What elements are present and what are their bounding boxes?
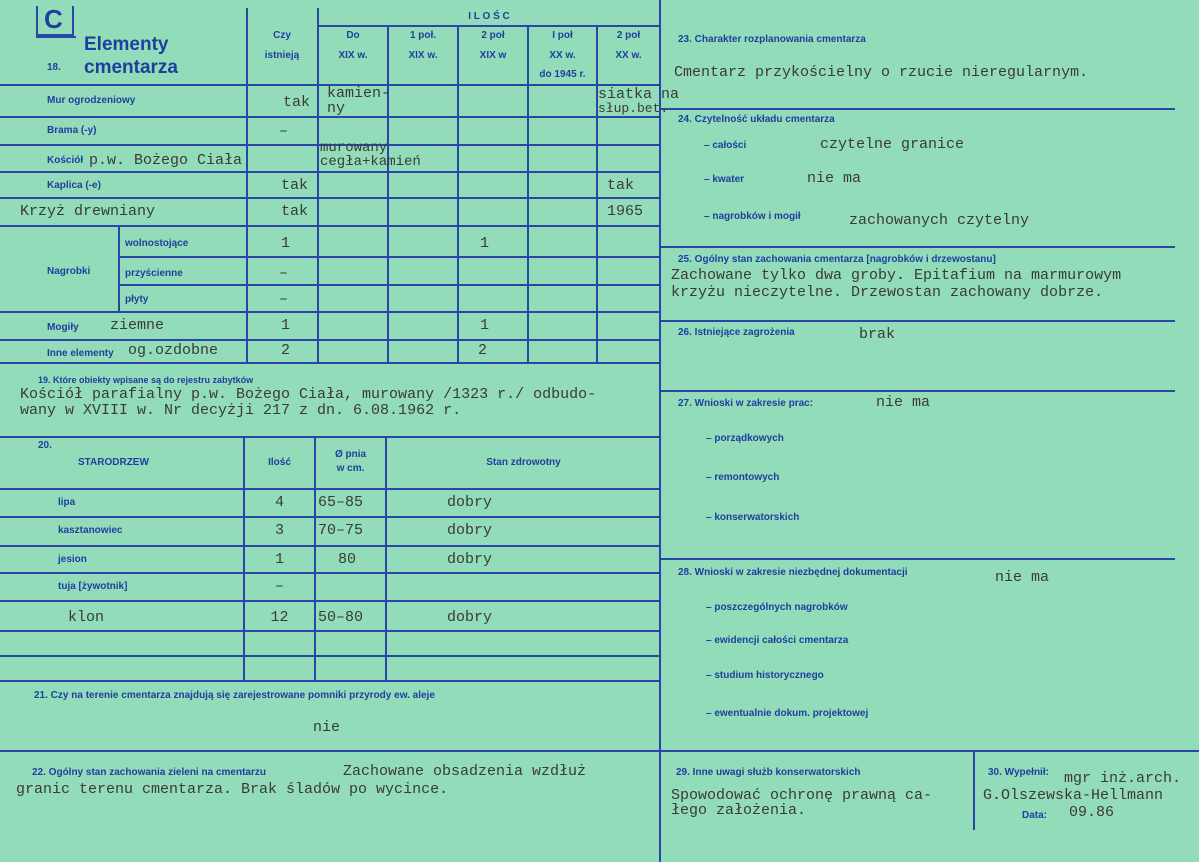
tree-count: 1: [274, 551, 284, 568]
s29-line2: łego założenia.: [671, 802, 807, 819]
column-header-text: XIX w: [479, 50, 507, 61]
inne-xix2: 2: [478, 342, 488, 359]
mogily-xix2: 1: [480, 317, 490, 334]
s30-label: 30. Wypełnił:: [988, 767, 1049, 778]
s29-label: 29. Inne uwagi służb konserwatorskich: [676, 767, 861, 778]
column-header-text: I poł: [552, 30, 573, 41]
tree-count: 4: [274, 494, 284, 511]
kosciol-name: p.w. Bożego Ciała: [89, 152, 243, 169]
s28-item: – ewentualnie dokum. projektowej: [706, 708, 869, 719]
column-header-text: XIX w.: [408, 50, 438, 61]
s26-label: 26. Istniejące zagrożenia: [678, 327, 795, 338]
krzyz-label: Krzyż drewniany: [20, 203, 156, 220]
s20-col-diam-2: w cm.: [336, 463, 365, 474]
s21-label: 21. Czy na terenie cmentarza znajdują się zarejestrowane pomniki przyrody ew. aleje: [34, 690, 435, 701]
s23-text: Cmentarz przykościelny o rzucie nieregularnym.: [674, 64, 1089, 81]
letter-underline: [36, 36, 76, 38]
kaplica-exists: tak: [281, 177, 309, 194]
tree-count: 12: [270, 609, 289, 626]
tree-count: –: [274, 578, 284, 595]
nagrobki-sub-exists: –: [279, 291, 289, 308]
kaplica-xx2: tak: [607, 177, 635, 194]
s24-item-label: – całości: [704, 140, 747, 151]
grid-line: [0, 516, 660, 518]
grid-line: [0, 488, 660, 490]
column-header-text: XX w.: [615, 50, 642, 61]
column-header-text: XX w.: [549, 50, 576, 61]
grid-line: [660, 390, 1175, 392]
s19-line2: wany w XVIII w. Nr decyżji 217 z dn. 6.08.1962 r.: [20, 402, 462, 419]
s28-item: – studium historycznego: [706, 670, 824, 681]
mogily-typed: ziemne: [110, 317, 165, 334]
grid-line: [118, 226, 120, 311]
nagrobki-sub-exists: 1: [281, 235, 291, 252]
s29-line1: Spowodować ochronę prawną ca-: [671, 787, 933, 804]
grid-line: [0, 545, 660, 547]
s22-line2: granic terenu cmentarza. Brak śladów po wycince.: [16, 781, 449, 798]
s20-col-state: Stan zdrowotny: [486, 457, 561, 468]
s25-line1: Zachowane tylko dwa groby. Epitafium na marmurowym: [671, 267, 1122, 284]
s30-date-label: Data:: [1022, 810, 1048, 821]
s28-label: 28. Wnioski w zakresie niezbędnej dokumentacji: [678, 567, 908, 578]
section-letter: C: [44, 4, 63, 34]
tree-diameter: 80: [338, 551, 357, 568]
grid-line: [385, 436, 387, 681]
s27-value: nie ma: [876, 394, 931, 411]
s25-line2: krzyżu nieczytelne. Drzewostan zachowany dobrze.: [671, 284, 1104, 301]
mur-xx2-2: słup.bet.: [598, 101, 669, 116]
s21-answer: nie: [313, 719, 341, 736]
s28-item: – ewidencji całości cmentarza: [706, 635, 849, 646]
grid-line: [660, 108, 1175, 110]
grid-line: [660, 558, 1175, 560]
col-ilosc: I L O Ś C: [468, 11, 510, 22]
krzyz-xx2: 1965: [607, 203, 644, 220]
s26-value: brak: [859, 326, 896, 343]
nagrobki-sub-label: wolnostojące: [125, 238, 189, 249]
grid-line: [0, 680, 660, 682]
row-label-mur: Mur ogrodzeniowy: [47, 95, 136, 106]
s19-label: 19. Które obiekty wpisane są do rejestru zabytków: [38, 375, 254, 385]
tree-name: lipa: [58, 497, 76, 508]
s24-item-label: – kwater: [704, 174, 745, 185]
grid-line: [118, 284, 660, 286]
tree-name: tuja [żywotnik]: [58, 581, 128, 592]
row-label-kosciol: Kościół: [47, 155, 84, 166]
grid-line: [659, 0, 661, 862]
nagrobki-sub-xix2: 1: [480, 235, 490, 252]
mur-do-xix-1: kamien-: [327, 85, 391, 102]
s27-item: – porządkowych: [706, 433, 784, 444]
kosciol-do-xix-2: cegła+kamień: [320, 154, 421, 170]
s24-item-value: zachowanych czytelny: [849, 212, 1030, 229]
s19-line1: Kościół parafialny p.w. Bożego Ciała, murowany /1323 r./ odbudo-: [20, 386, 597, 403]
grid-line: [0, 600, 660, 602]
s30-date: 09.86: [1069, 804, 1115, 821]
s24-label: 24. Czytelność układu cmentarza: [678, 114, 835, 125]
column-header-text: 2 poł: [481, 30, 505, 41]
krzyz-exists: tak: [281, 203, 309, 220]
tree-diameter: 70–75: [318, 522, 364, 539]
s30-name2: G.Olszewska-Hellmann: [983, 787, 1164, 804]
col-czy: Czy: [273, 30, 291, 41]
grid-line: [660, 320, 1175, 322]
grid-line: [0, 572, 660, 574]
row-label-brama: Brama (-y): [47, 125, 97, 136]
s28-item: – poszczególnych nagrobków: [706, 602, 848, 613]
s27-item: – konserwatorskich: [706, 512, 800, 523]
row-label-mogily: Mogiły: [47, 322, 79, 333]
s20-number: 20.: [38, 440, 52, 451]
grid-line: [0, 225, 660, 227]
tree-count: 3: [274, 522, 284, 539]
s27-item: – remontowych: [706, 472, 780, 483]
title-line1: Elementy: [84, 34, 169, 55]
nagrobki-sub-exists: –: [279, 265, 289, 282]
grid-line: [0, 197, 660, 199]
grid-line: [0, 171, 660, 173]
s30-name1: mgr inż.arch.: [1064, 770, 1182, 787]
tree-name: kasztanowiec: [58, 525, 123, 536]
inne-exists: 2: [281, 342, 291, 359]
tree-state: dobry: [447, 494, 493, 511]
mur-exists: tak: [283, 94, 311, 111]
tree-state: dobry: [447, 609, 493, 626]
mur-do-xix-2: ny: [327, 100, 346, 117]
nagrobki-sub-label: płyty: [125, 294, 149, 305]
column-header-text: 1 poł.: [409, 30, 437, 41]
grid-line: [0, 436, 660, 438]
title-line2: cmentarza: [84, 57, 178, 78]
s25-label: 25. Ogólny stan zachowania cmentarza [nagrobków i drzewostanu]: [678, 254, 996, 265]
s24-item-value: nie ma: [807, 170, 862, 187]
brama-exists: –: [279, 123, 289, 140]
section-number: 18.: [47, 62, 61, 73]
s27-label: 27. Wnioski w zakresie prac:: [678, 398, 814, 409]
inne-typed: og.ozdobne: [128, 342, 219, 359]
s20-title: STARODRZEW: [78, 457, 149, 468]
s20-col-count: Ilość: [268, 457, 291, 468]
grid-line: [317, 25, 660, 27]
column-header-text: do 1945 r.: [539, 69, 586, 80]
s24-item-value: czytelne granice: [820, 136, 965, 153]
s24-item-label: – nagrobków i mogił: [704, 211, 801, 222]
grid-line: [118, 256, 660, 258]
tree-state: dobry: [447, 522, 493, 539]
col-istnieja: istnieją: [264, 50, 300, 61]
column-header-text: 2 poł: [616, 30, 641, 41]
row-label-kaplica: Kaplica (-e): [47, 180, 101, 191]
tree-diameter: 65–85: [318, 494, 364, 511]
grid-line: [0, 630, 660, 632]
column-header-text: XIX w.: [338, 50, 368, 61]
tree-name: jesion: [58, 554, 87, 565]
grid-line: [0, 311, 660, 313]
grid-line: [660, 246, 1175, 248]
column-header-text: Do: [346, 30, 360, 41]
row-label-inne: Inne elementy: [47, 348, 114, 359]
s22-label: 22. Ogólny stan zachowania zieleni na cmentarzu: [32, 767, 266, 778]
s20-col-diam-1: Ø pnia: [334, 449, 367, 460]
grid-line: [0, 362, 660, 364]
tree-state: dobry: [447, 551, 493, 568]
s22-line1: Zachowane obsadzenia wzdłuż: [343, 763, 587, 780]
s28-value: nie ma: [995, 569, 1050, 586]
tree-diameter: 50–80: [318, 609, 364, 626]
s23-label: 23. Charakter rozplanowania cmentarza: [678, 34, 866, 45]
nagrobki-sub-label: przyścienne: [125, 268, 183, 279]
grid-line: [973, 750, 975, 830]
grid-line: [0, 339, 660, 341]
kosciol-do-xix-1: murowany: [320, 140, 388, 156]
tree-name: klon: [68, 609, 105, 626]
row-label-nagrobki: Nagrobki: [47, 266, 91, 277]
mogily-exists: 1: [281, 317, 291, 334]
mur-xx2-1: siatka na: [598, 86, 680, 103]
grid-line: [0, 655, 660, 657]
grid-line: [0, 750, 1199, 752]
